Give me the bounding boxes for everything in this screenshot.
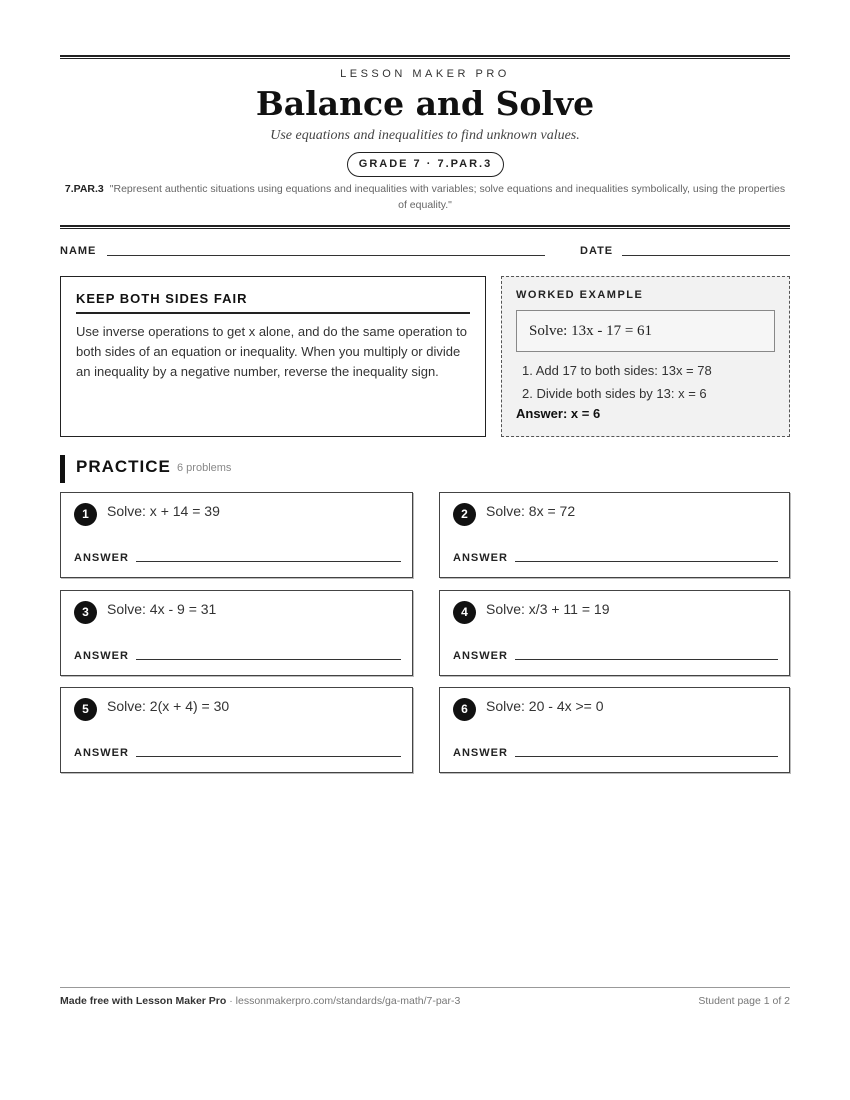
date-field[interactable] xyxy=(622,255,790,256)
problem-card xyxy=(439,590,790,676)
problem-card xyxy=(60,492,413,578)
problem-number: 6 xyxy=(453,698,476,721)
problem-number: 3 xyxy=(74,601,97,624)
problem-card xyxy=(60,687,413,773)
problem-number: 2 xyxy=(453,503,476,526)
problem-text: Solve: 8x = 72 xyxy=(486,503,576,519)
practice-accent-bar xyxy=(60,455,65,483)
answer-label: ANSWER xyxy=(453,552,508,564)
brand-name: LESSON MAKER PRO xyxy=(340,68,510,80)
name-date-row xyxy=(60,245,790,261)
standard-text: "Represent authentic situations using equations and inequalities with variables; solve equations and inequalities symbolically, using the properties of equality." xyxy=(109,183,786,211)
date-label: DATE xyxy=(580,245,614,257)
answer-field[interactable] xyxy=(136,561,401,562)
answer-label: ANSWER xyxy=(74,650,129,662)
footer-divider xyxy=(60,987,790,988)
answer-field[interactable] xyxy=(515,756,778,757)
name-label: NAME xyxy=(60,245,97,257)
page-title: Balance and Solve xyxy=(255,84,595,123)
worked-example-title: WORKED EXAMPLE xyxy=(516,289,644,301)
problem-text: Solve: 2(x + 4) = 30 xyxy=(107,698,230,714)
page-number: Student page 1 of 2 xyxy=(698,995,790,1007)
problem-card xyxy=(439,492,790,578)
practice-heading xyxy=(60,455,790,483)
answer-field[interactable] xyxy=(515,561,778,562)
grade-badge: GRADE 7 · 7.PAR.3 xyxy=(347,152,504,177)
tip-body: Use inverse operations to get x alone, and do the same operation to both sides of an equation or inequality. When you multiply or divide an inequality by a negative number, reverse the inequality sign. xyxy=(76,324,467,379)
name-field[interactable] xyxy=(107,255,545,256)
problem-number: 5 xyxy=(74,698,97,721)
worked-example-steps xyxy=(516,359,775,405)
problem-text: Solve: x + 14 = 39 xyxy=(107,503,220,519)
footer-url[interactable]: lessonmakerpro.com/standards/ga-math/7-par-3 xyxy=(235,995,461,1007)
worked-example-answer: Answer: x = 6 xyxy=(516,406,601,421)
problem-card xyxy=(60,590,413,676)
tip-box xyxy=(60,276,486,437)
worked-example-step: 1. Add 17 to both sides: 13x = 78 xyxy=(522,363,712,378)
footer xyxy=(60,995,790,1007)
answer-field[interactable] xyxy=(136,659,401,660)
problem-text: Solve: x/3 + 11 = 19 xyxy=(486,601,610,617)
footer-separator: · xyxy=(226,995,236,1007)
worked-example-step: 2. Divide both sides by 13: x = 6 xyxy=(522,386,707,401)
answer-field[interactable] xyxy=(136,756,401,757)
worked-example-problem: Solve: 13x - 17 = 61 xyxy=(516,310,775,352)
standard-code: 7.PAR.3 xyxy=(64,183,104,195)
answer-label: ANSWER xyxy=(453,747,508,759)
top-divider xyxy=(60,55,790,59)
answer-label: ANSWER xyxy=(74,552,129,564)
problem-number: 1 xyxy=(74,503,97,526)
header-divider xyxy=(60,225,790,229)
tip-title: KEEP BOTH SIDES FAIR xyxy=(76,291,470,314)
answer-label: ANSWER xyxy=(74,747,129,759)
answer-label: ANSWER xyxy=(453,650,508,662)
answer-field[interactable] xyxy=(515,659,778,660)
standard-statement xyxy=(60,181,790,213)
worked-example-box xyxy=(501,276,790,437)
page-subtitle: Use equations and inequalities to find unknown values. xyxy=(270,128,580,143)
problem-card xyxy=(439,687,790,773)
footer-made-with: Made free with Lesson Maker Pro xyxy=(60,995,227,1007)
practice-count: 6 problems xyxy=(177,462,232,474)
problem-text: Solve: 20 - 4x >= 0 xyxy=(486,698,604,714)
problem-number: 4 xyxy=(453,601,476,624)
practice-title: PRACTICE xyxy=(76,457,171,476)
problem-text: Solve: 4x - 9 = 31 xyxy=(107,601,217,617)
